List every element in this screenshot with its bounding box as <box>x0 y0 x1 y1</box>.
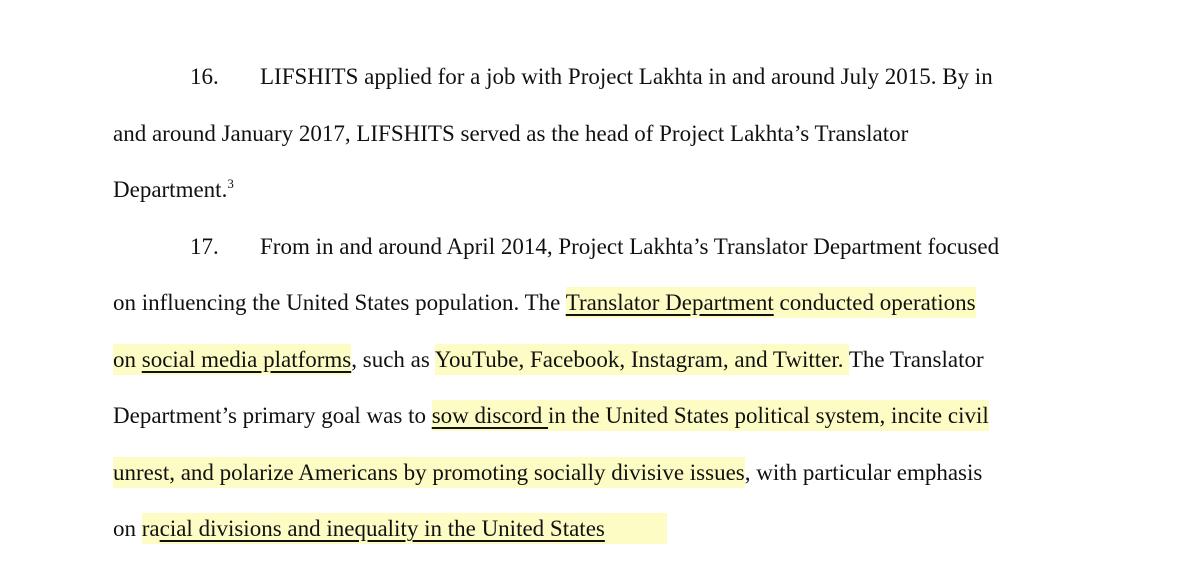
para17-line1 <box>113 232 999 262</box>
footnote-ref-3[interactable]: 3 <box>227 176 234 191</box>
underline-racial-divisions: cial divisions and inequality in the United States <box>159 516 605 541</box>
para17-line1-text: From in and around April 2014, Project Lakhta’s Translator Department focused <box>260 234 1000 259</box>
para17-number: 17. <box>190 234 219 259</box>
para17-line6-pre: on <box>113 516 142 541</box>
para16-line3 <box>113 175 234 205</box>
highlight-platform-list: YouTube, Facebook, Instagram, and Twitter. <box>435 344 849 375</box>
underline-translator-department: Translator Department <box>565 290 774 315</box>
para16-line3-text: Department. <box>113 177 228 202</box>
highlight-political-system: in the United States political system, incite civil <box>548 403 989 428</box>
para16-line2: and around January 2017, LIFSHITS served as the head of Project Lakhta’s Translator <box>113 121 909 146</box>
para17-line4 <box>113 401 989 431</box>
para17-line5-post: , with particular emphasis <box>744 460 983 485</box>
para17-line6 <box>113 514 667 544</box>
highlight-conducted-operations: conducted operations <box>773 290 976 315</box>
para16-line1 <box>113 62 993 92</box>
highlight-polarize: unrest, and polarize Americans by promoting socially divisive issues <box>113 457 745 488</box>
highlight-sow-discord <box>432 400 989 431</box>
para16-number: 16. <box>190 64 219 89</box>
highlight-on: on <box>113 347 142 372</box>
para17-line3-mid: , such as <box>351 347 435 372</box>
highlight-translator-department <box>566 287 976 318</box>
highlight-social-media <box>113 344 351 375</box>
para17-line4-pre: Department’s primary goal was to <box>113 403 432 428</box>
highlight-racial-divisions <box>142 513 667 544</box>
para17-line2 <box>113 288 976 318</box>
para17-line3-post: The Translator <box>848 347 984 372</box>
para17-line5 <box>113 458 982 488</box>
para17-line2-pre: on influencing the United States population. The <box>113 290 566 315</box>
underline-social-media-platforms: social media platforms <box>141 347 352 372</box>
para16-line1-text: LIFSHITS applied for a job with Project Lakhta in and around July 2015. By in <box>260 64 993 89</box>
highlight-ra: ra <box>141 516 160 541</box>
underline-sow-discord: sow discord <box>431 403 549 428</box>
para17-line3 <box>113 345 984 375</box>
